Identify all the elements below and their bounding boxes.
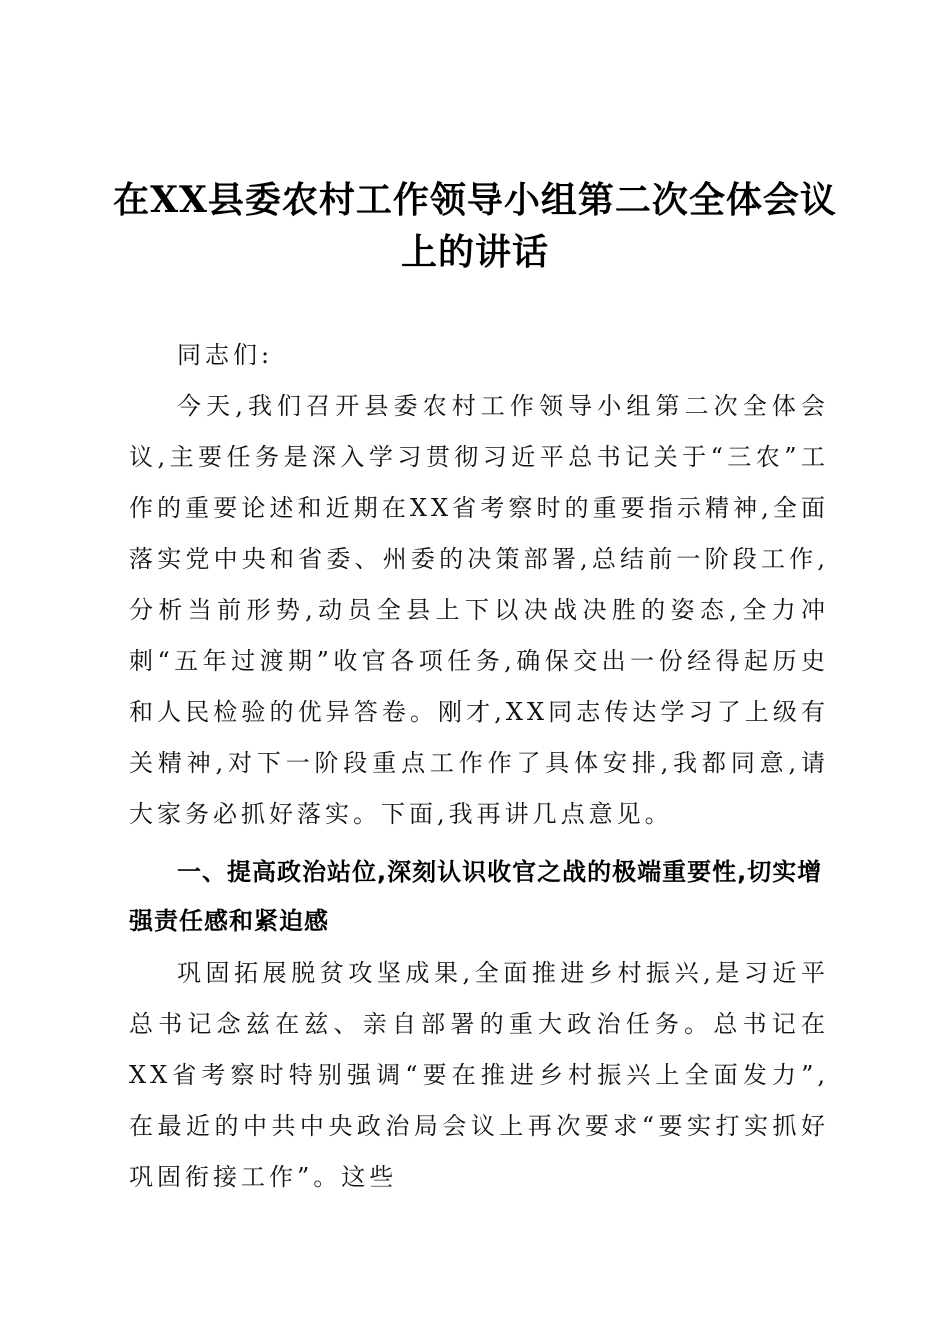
section-heading-1: 一、提高政治站位,深刻认识收官之战的极端重要性,切实增强责任感和紧迫感	[129, 858, 823, 935]
title-line-1: 在XX县委农村工作领导小组第二次全体会议	[113, 179, 837, 221]
title-line-2: 上的讲话	[400, 231, 549, 273]
document-body	[129, 330, 829, 1203]
salutation: 同志们:	[177, 341, 274, 369]
paragraph-intro: 今天,我们召开县委农村工作领导小组第二次全体会议,主要任务是深入学习贯彻习近平总书记关于“三农”工作的重要论述和近期在XX省考察时的重要指示精神,全面落实党中央和省委、州委的决策部署,总结前一阶段工作,分析当前形势,动员全县上下以决战决胜的姿态,全力冲刺“五年过渡期”收官各项任务,确保交出一份经得起历史和人民检验的优异答卷。刚才,XX同志传达学习了上级有关精神,对下一阶段重点工作作了具体安排,我都同意,请大家务必抓好落实。下面,我再讲几点意见。	[129, 392, 829, 828]
paragraph-section-1: 巩固拓展脱贫攻坚成果,全面推进乡村振兴,是习近平总书记念兹在兹、亲自部署的重大政治任务。总书记在XX省考察时特别强调“要在推进乡村振兴上全面发力”,在最近的中共中央政治局会议上再次要求“要实打实抓好巩固衔接工作”。这些	[129, 959, 829, 1191]
document-title	[100, 174, 850, 278]
